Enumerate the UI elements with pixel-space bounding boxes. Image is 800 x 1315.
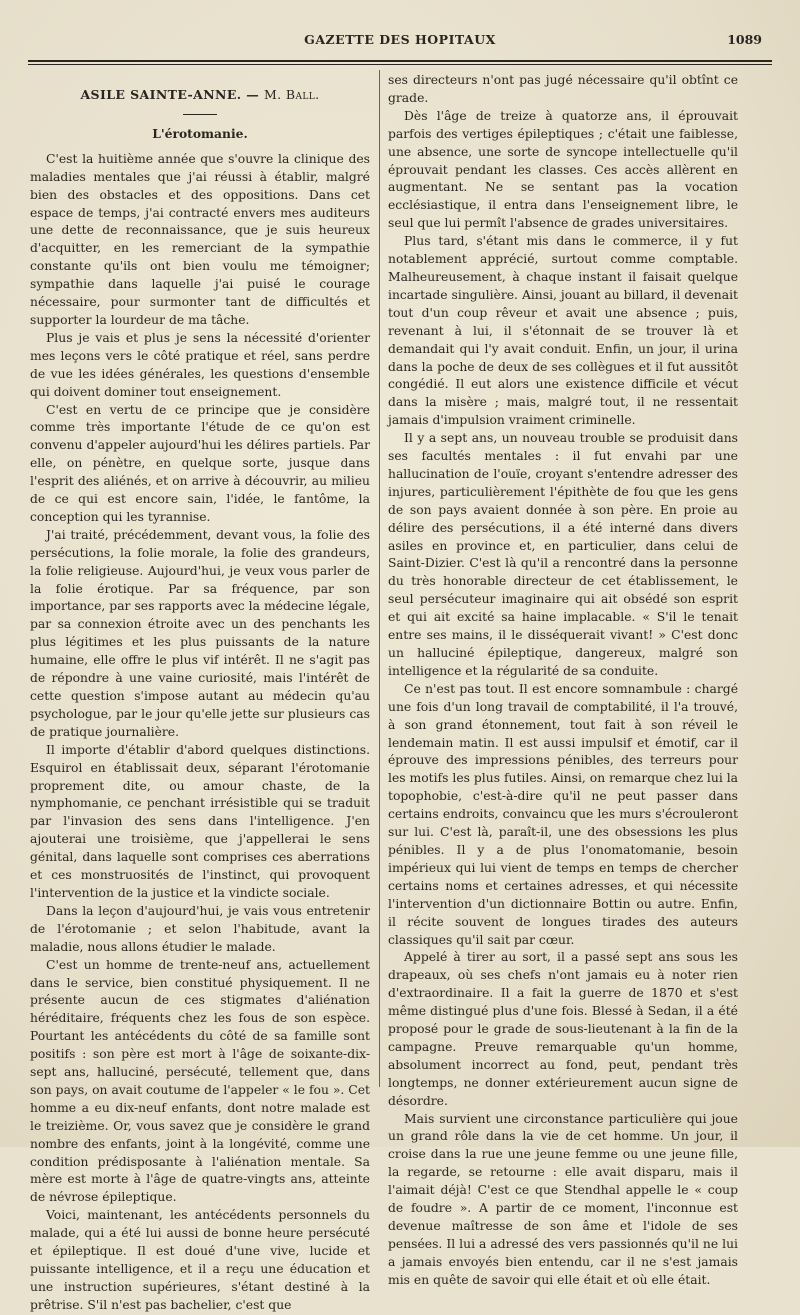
left-column — [30, 72, 370, 1312]
paragraph: C'est un homme de trente-neuf ans, actuellement dans le service, bien constitué physiquement. Il ne présente aucun de ces stigmates d'aliénation héréditaire, fréquents chez les fous de son espèce. Pourtant les antécédents du côté de sa famille sont positifs : son père est mort à l'âge de soixante-dix-sept ans, halluciné, persécuté, tellement que, dans son pays, on avait coutume de l'appeler « le fou ». Cet homme a eu dix-neuf enfants, dont notre malade est le treizième. Or, vous savez que je considère le grand nombre des enfants, joint à la longévité, comme une condition prédisposante à l'aliénation mentale. Sa mère est morte à l'âge de quatre-vingts ans, atteinte de névrose épileptique. — [30, 957, 370, 1205]
paragraph: Plus je vais et plus je sens la nécessité d'orienter mes leçons vers le côté pratique et réel, sans perdre de vue les idées générales, les questions d'ensemble qui doivent dominer tout enseignement. — [30, 330, 370, 399]
paragraph: Plus tard, s'étant mis dans le commerce, il y fut notablement apprécié, surtout comme comptable. Malheureusement, à chaque instant il faisait quelque incartade singulière. Ainsi, jouant au billard, il devenait tout d'un coup rêveur et avait une absence ; puis, revenant à lui, il s'étonnait de se trouver là et demandait qui l'y avait conduit. Enfin, un jour, il urina dans la poche de deux de ses collègues et il fut aussitôt congédié. Il eut alors une existence difficile et vécut dans la misère ; mais, malgré tout, il ne ressentait jamais d'impulsion vraiment criminelle. — [388, 234, 738, 428]
article-subtitle: L'érotomanie. — [152, 125, 248, 141]
paragraph: J'ai traité, précédemment, devant vous, la folie des persécutions, la folie morale, la folie des grandeurs, la folie religieuse. Aujourd'hui, je veux vous parler de la folie érotique. Par sa fréquence, par son importance, par ses rapports avec la médecine légale, par sa connexion étroite avec un des penchants les plus légitimes et les plus puissants de la nature humaine, elle offre le plus vif intérêt. Il ne s'agit pas de répondre à une vaine curiosité, mais l'intérêt de cette question s'impose autant au médecin qu'au psychologue, par le jour qu'elle jette sur plusieurs cas de pratique journalière. — [30, 527, 370, 739]
heading-rule — [183, 114, 217, 115]
paragraph: Dès l'âge de treize à quatorze ans, il éprouvait parfois des vertiges épileptiques ; c'était une faiblesse, une absence, une sorte de syncope intellectuelle qu'il éprouvait pendant les classes. Ces accès allèrent en augmentant. Ne se sentant pas la vocation ecclésiastique, il entra dans l'enseignement libre, le seul que lui permît l'absence de grades universitaires. — [388, 108, 738, 231]
paragraph: Appelé à tirer au sort, il a passé sept ans sous les drapeaux, où ses chefs n'ont jamais eu à noter rien d'extraordinaire. Il a fait la guerre de 1870 et s'est même distingué plus d'une fois. Blessé à Sedan, il a été proposé pour le grade de sous-lieutenant à la fin de la campagne. Preuve remarquable qu'un homme, absolument incorrect au fond, peut, pendant très longtemps, ne donner extérieurement aucun signe de désordre. — [388, 950, 738, 1108]
article-author: M. Ball. — [263, 87, 320, 102]
paragraph: Il y a sept ans, un nouveau trouble se produisit dans ses facultés mentales : il fut envahi par une hallucination de l'ouïe, croyant s'entendre adresser des injures, particulièrement l'épithète de fou que les gens de son pays avaient donnée à son père. En proie au délire des persécutions, il a été interné dans divers asiles en province et, en particulier, dans celui de Saint-Dizier. C'est là qu'il a rencontré dans la personne du très honorable directeur de cet établissement, le seul persécuteur imaginaire qui ait obsédé son esprit et qui ait excité sa haine implacable. « S'il le tenait entre ses mains, il le disséquerait vivant! » C'est donc un halluciné épileptique, dangereux, malgré son intelligence et la régularité de sa conduite. — [388, 431, 738, 678]
paragraph: Ce n'est pas tout. Il est encore somnambule : chargé une fois d'un long travail de comptabilité, il l'a trouvé, à son grand étonnement, tout fait à son réveil le lendemain matin. Il est aussi impulsif et émotif, car il éprouve des impressions pénibles, des terreurs pour les motifs les plus futiles. Ainsi, on remarque chez lui la topophobie, c'est-à-dire qu'il ne peut passer dans certains endroits, convaincu que les murs s'écrouleront sur lui. C'est là, paraît-il, une des obsessions les plus pénibles. Il y a de plus l'onomatomanie, besoin impérieux qui lui vient de temps en temps de chercher certains noms et certaines adresses, et qui nécessite l'intervention d'un dictionnaire Bottin ou autre. Enfin, il récite souvent de longues tirades des auteurs classiques qu'il sait par cœur. — [388, 681, 738, 947]
paragraph: Voici, maintenant, les antécédents personnels du malade, qui a été lui aussi de bonne heure persécuté et épileptique. Il est doué d'une vive, lucide et puissante intelligence, et il a reçu une éducation et une instruction supérieures, s'étant destiné à la prêtrise. S'il n'est pas bachelier, c'est que — [30, 1208, 370, 1312]
paragraph: C'est en vertu de ce principe que je considère comme très importante l'étude de ce qu'on est convenu d'appeler aujourd'hui les délires partiels. Par elle, on pénètre, en quelque sorte, jusque dans l'esprit des aliénés, et on arrive à découvrir, au milieu de ce qui est encore sain, l'idée, le fantôme, la conception qui les tyrannise. — [30, 402, 370, 524]
column-divider — [379, 70, 380, 1087]
page-header — [30, 32, 770, 52]
header-rule — [28, 60, 772, 65]
paragraph: C'est la huitième année que s'ouvre la clinique des maladies mentales que j'ai réussi à établir, malgré bien des obstacles et des oppositions. Dans cet espace de temps, j'ai contracté envers mes auditeurs une dette de reconnaissance, que je suis heureux d'acquitter, en les remerciant de la sympathie constante qu'ils ont bien voulu me témoigner; sympathie dans laquelle j'ai puisé le courage nécessaire, pour surmonter tant de difficultés et supporter la lourdeur de ma tâche. — [30, 151, 370, 327]
right-column — [388, 72, 738, 1287]
paragraph: Il importe d'établir d'abord quelques distinctions. Esquirol en établissait deux, séparant l'érotomanie proprement dite, ou amour chaste, de la nymphomanie, ce penchant irrésistible qui se traduit par l'invasion des sens dans l'intelligence. J'en ajouterai une troisième, que j'appellerai le sens génital, dans laquelle sont comprises ces aberrations et ces monstruosités de l'instinct, qui provoquent l'intervention de la justice et la vindicte sociale. — [30, 742, 370, 900]
article-heading — [30, 86, 370, 104]
paragraph: Mais survient une circonstance particulière qui joue un grand rôle dans la vie de cet homme. Un jour, il croise dans la rue une jeune femme ou une jeune fille, la regarde, se retourne : elle avait disparu, mais il l'aimait déjà! C'est ce que Stendhal appelle le « coup de foudre ». A partir de ce moment, l'inconnue est devenue maîtresse de son âme et l'idole de ses pensées. Il lui a adressé des vers passionnés qu'il ne lui a jamais envoyés bien entendu, car il ne s'est jamais mis en quête de savoir qui elle était et où elle était. — [388, 1111, 738, 1287]
running-title: GAZETTE DES HOPITAUX — [304, 32, 496, 47]
paragraph: Dans la leçon d'aujourd'hui, je vais vous entretenir de l'érotomanie ; et selon l'habitude, avant la maladie, nous allons étudier le malade. — [30, 903, 370, 954]
page-number: 1089 — [727, 32, 762, 47]
paragraph: ses directeurs n'ont pas jugé nécessaire qu'il obtînt ce grade. — [388, 73, 738, 105]
article-heading-text: ASILE SAINTE-ANNE. — — [80, 87, 260, 102]
